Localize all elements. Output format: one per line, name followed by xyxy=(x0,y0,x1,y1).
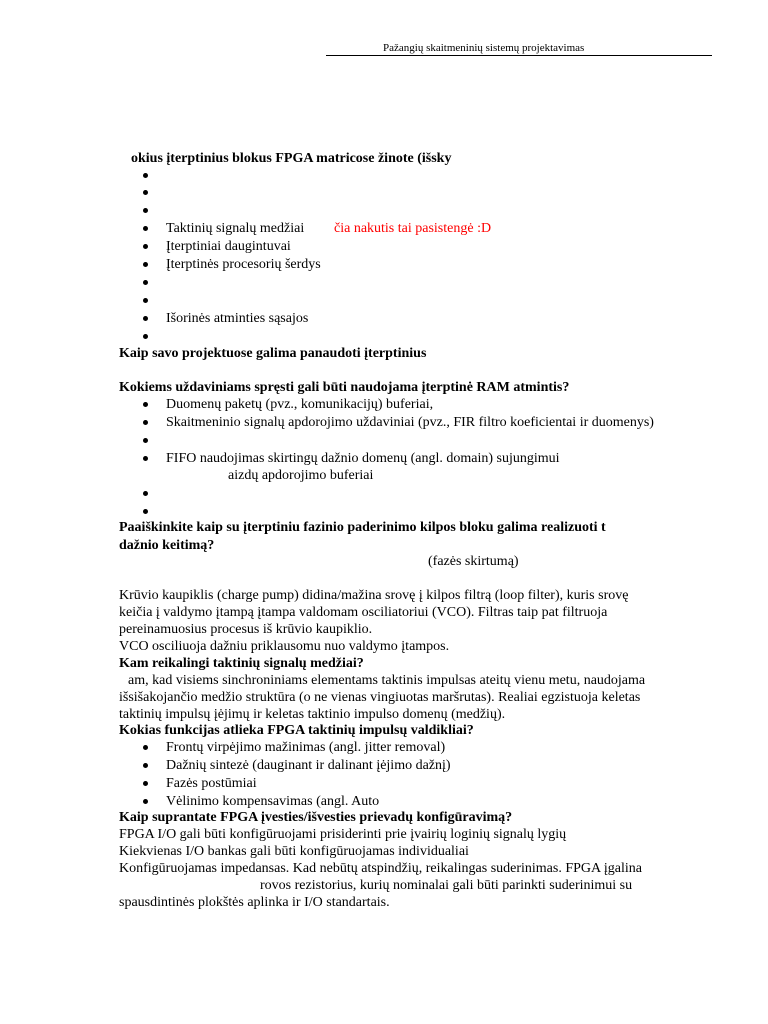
bullet xyxy=(143,334,148,339)
list-item: Dažnių sintezė (dauginant ir dalinant įėjimo dažnį) xyxy=(166,758,451,773)
bullet xyxy=(143,190,148,195)
list-item: Taktinių signalų medžiai xyxy=(166,221,305,236)
list-item: Frontų virpėjimo mažinimas (angl. jitter removal) xyxy=(166,740,446,755)
bullet xyxy=(143,208,148,213)
paragraph-line: Krūvio kaupiklis (charge pump) didina/mažina srovę į kilpos filtrą (loop filter), kuris srovę xyxy=(119,588,629,603)
bullet xyxy=(143,226,148,231)
bullet xyxy=(143,280,148,285)
paragraph-line: taktinių impulsų įėjimų ir keletas taktinio impulso domenų (medžių). xyxy=(119,707,506,722)
bullet xyxy=(143,781,148,786)
bullet xyxy=(143,262,148,267)
question-1-heading: okius įterptinius blokus FPGA matricose žinote (išsky xyxy=(131,151,452,166)
list-item: Įterptinės procesorių šerdys xyxy=(166,257,321,272)
page-header-title: Pažangių skaitmeninių sistemų projektavimas xyxy=(383,42,585,54)
paragraph-line: spausdintinės plokštės aplinka ir I/O standartais. xyxy=(119,895,390,910)
paragraph-line: Konfigūruojamas impedansas. Kad nebūtų atspindžių, reikalingas suderinimas. FPGA įgalina xyxy=(119,861,642,876)
red-note: čia nakutis tai pasistengė :D xyxy=(334,221,492,236)
phase-difference-text: (fazės skirtumą) xyxy=(428,554,519,569)
bullet xyxy=(143,438,148,443)
paragraph-line: VCO osciliuoja dažniu priklausomu nuo valdymo įtampos. xyxy=(119,639,450,654)
question-2-heading: Kaip savo projektuose galima panaudoti įterptinius xyxy=(119,346,427,361)
header-rule xyxy=(326,55,712,56)
list-item: Išorinės atminties sąsajos xyxy=(166,311,309,326)
paragraph-line: išsišakojančio medžio struktūra (o ne vienas vingiuotas maršrutas). Realiai egzistuoja keletas xyxy=(119,690,641,705)
question-5-heading: Kam reikalingi taktinių signalų medžiai? xyxy=(119,656,364,671)
question-4-heading-line-2: dažnio keitimą? xyxy=(119,538,215,553)
paragraph-line: FPGA I/O gali būti konfigūruojami prisiderinti prie įvairių loginių signalų lygių xyxy=(119,827,567,842)
bullet xyxy=(143,316,148,321)
bullet xyxy=(143,420,148,425)
list-item: Įterptiniai daugintuvai xyxy=(166,239,291,254)
question-7-heading: Kaip suprantate FPGA įvesties/išvesties prievadų konfigūravimą? xyxy=(119,810,513,825)
bullet xyxy=(143,509,148,514)
list-item: Fazės postūmiai xyxy=(166,776,257,791)
bullet xyxy=(143,799,148,804)
question-6-heading: Kokias funkcijas atlieka FPGA taktinių impulsų valdikliai? xyxy=(119,723,474,738)
paragraph-line: am, kad visiems sinchroniniams elementams taktinis impulsas ateitų vienu metu, naudojama xyxy=(128,673,646,688)
list-item: FIFO naudojimas skirtingų dažnio domenų (angl. domain) sujungimui xyxy=(166,451,560,466)
paragraph-line: Kiekvienas I/O bankas gali būti konfigūruojamas individualiai xyxy=(119,844,469,859)
bullet xyxy=(143,402,148,407)
list-item: Vėlinimo kompensavimas (angl. Auto xyxy=(166,794,380,809)
bullet xyxy=(143,491,148,496)
question-4-heading-line-1: Paaiškinkite kaip su įterptiniu fazinio paderinimo kilpos bloku galima realizuoti t xyxy=(119,520,606,535)
paragraph-line: pereinamuosius procesus iš krūvio kaupiklio. xyxy=(119,622,373,637)
bullet xyxy=(143,173,148,178)
list-item: Skaitmeninio signalų apdorojimo uždaviniai (pvz., FIR filtro koeficientai ir duomenys) xyxy=(166,415,654,430)
question-3-heading: Kokiems uždaviniams spręsti gali būti naudojama įterptinė RAM atmintis? xyxy=(119,380,570,395)
paragraph-line: keičia į valdymo įtampą įtampa valdomam osciliatoriui (VCO). Filtras taip pat filtruoja xyxy=(119,605,608,620)
bullet xyxy=(143,763,148,768)
bullet xyxy=(143,244,148,249)
list-item: aizdų apdorojimo buferiai xyxy=(228,468,374,483)
list-item: Duomenų paketų (pvz., komunikacijų) buferiai, xyxy=(166,397,434,412)
bullet xyxy=(143,298,148,303)
bullet xyxy=(143,745,148,750)
bullet xyxy=(143,456,148,461)
paragraph-line: rovos rezistorius, kurių nominalai gali būti parinkti suderinimui su xyxy=(260,878,633,893)
